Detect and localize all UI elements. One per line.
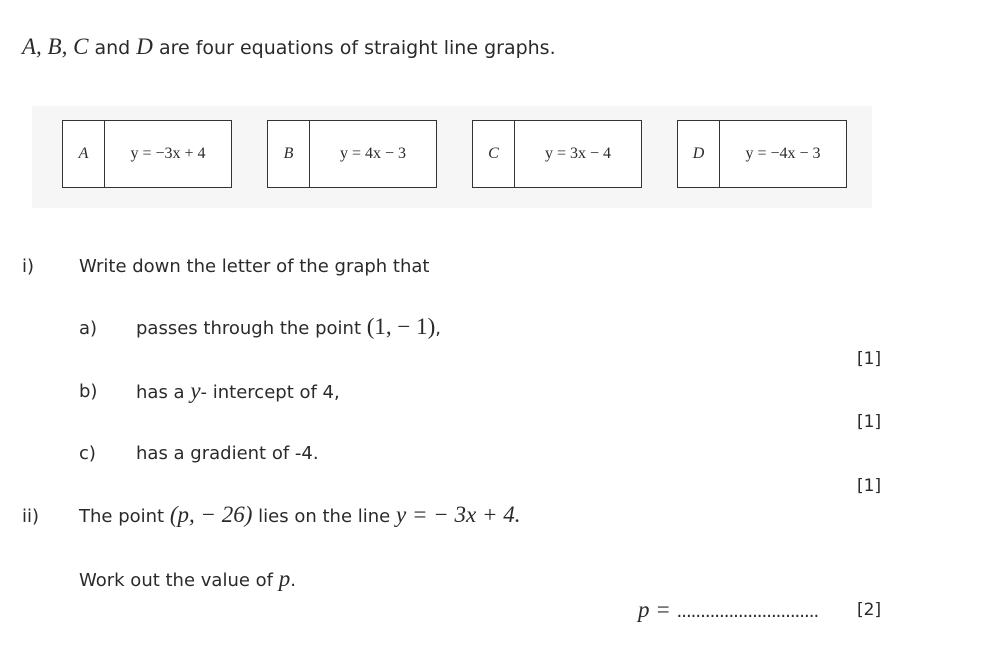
intro-letter-d: D — [136, 34, 153, 59]
equation-text: y = 4x − 3 — [339, 145, 407, 162]
part-c-label: c) — [79, 443, 96, 464]
part-c-marks: [1] — [857, 476, 882, 496]
equation-letter: B — [268, 121, 310, 187]
part-b-text-after: - intercept of 4, — [200, 382, 340, 403]
answer-blank[interactable]: .............................. — [676, 601, 819, 622]
work-out-variable: p — [278, 566, 291, 591]
part-i-question: Write down the letter of the graph that — [79, 256, 430, 277]
answer-line — [638, 597, 818, 623]
equation-text: y = −3x + 4 — [130, 145, 206, 162]
equation-letter: D — [678, 121, 720, 187]
equation-letter: A — [63, 121, 105, 187]
part-a-marks: [1] — [857, 349, 882, 369]
work-out-text: Work out the value of — [79, 570, 274, 591]
equation-box-b — [267, 120, 437, 188]
intro-and: and — [94, 37, 131, 59]
part-ii-marks: [2] — [857, 600, 882, 620]
part-i-label: i) — [22, 256, 35, 277]
part-ii-point: (p, − 26) — [169, 502, 253, 527]
equation-text: y = −4x − 3 — [745, 145, 821, 162]
part-a-text: passes through the point — [136, 318, 361, 339]
equation-box-c — [472, 120, 642, 188]
equation-box-a — [62, 120, 232, 188]
part-ii-text-middle: lies on the line — [258, 506, 391, 527]
equation-box-d — [677, 120, 847, 188]
part-ii-question — [79, 502, 520, 528]
part-b-question — [136, 378, 340, 404]
part-ii-label: ii) — [22, 506, 40, 527]
part-a-point: (1, − 1) — [366, 314, 436, 339]
part-a-suffix: , — [435, 318, 442, 339]
intro-letters: A, B, C — [22, 34, 89, 59]
part-ii-text-before: The point — [79, 506, 165, 527]
part-c-question: has a gradient of -4. — [136, 443, 319, 464]
part-b-variable: y — [190, 378, 201, 403]
answer-label: p = — [638, 597, 671, 622]
part-b-text-before: has a — [136, 382, 185, 403]
part-a-label: a) — [79, 318, 98, 339]
part-a-question — [136, 314, 441, 340]
part-ii-line-equation: y = − 3x + 4. — [395, 502, 521, 527]
equation-letter: C — [473, 121, 515, 187]
equation-text: y = 3x − 4 — [544, 145, 612, 162]
work-out-instruction — [79, 566, 296, 592]
intro-text: are four equations of straight line graphs. — [158, 37, 556, 59]
part-b-marks: [1] — [857, 412, 882, 432]
part-b-label: b) — [79, 381, 98, 402]
intro-sentence — [22, 34, 556, 60]
work-out-suffix: . — [290, 570, 296, 591]
